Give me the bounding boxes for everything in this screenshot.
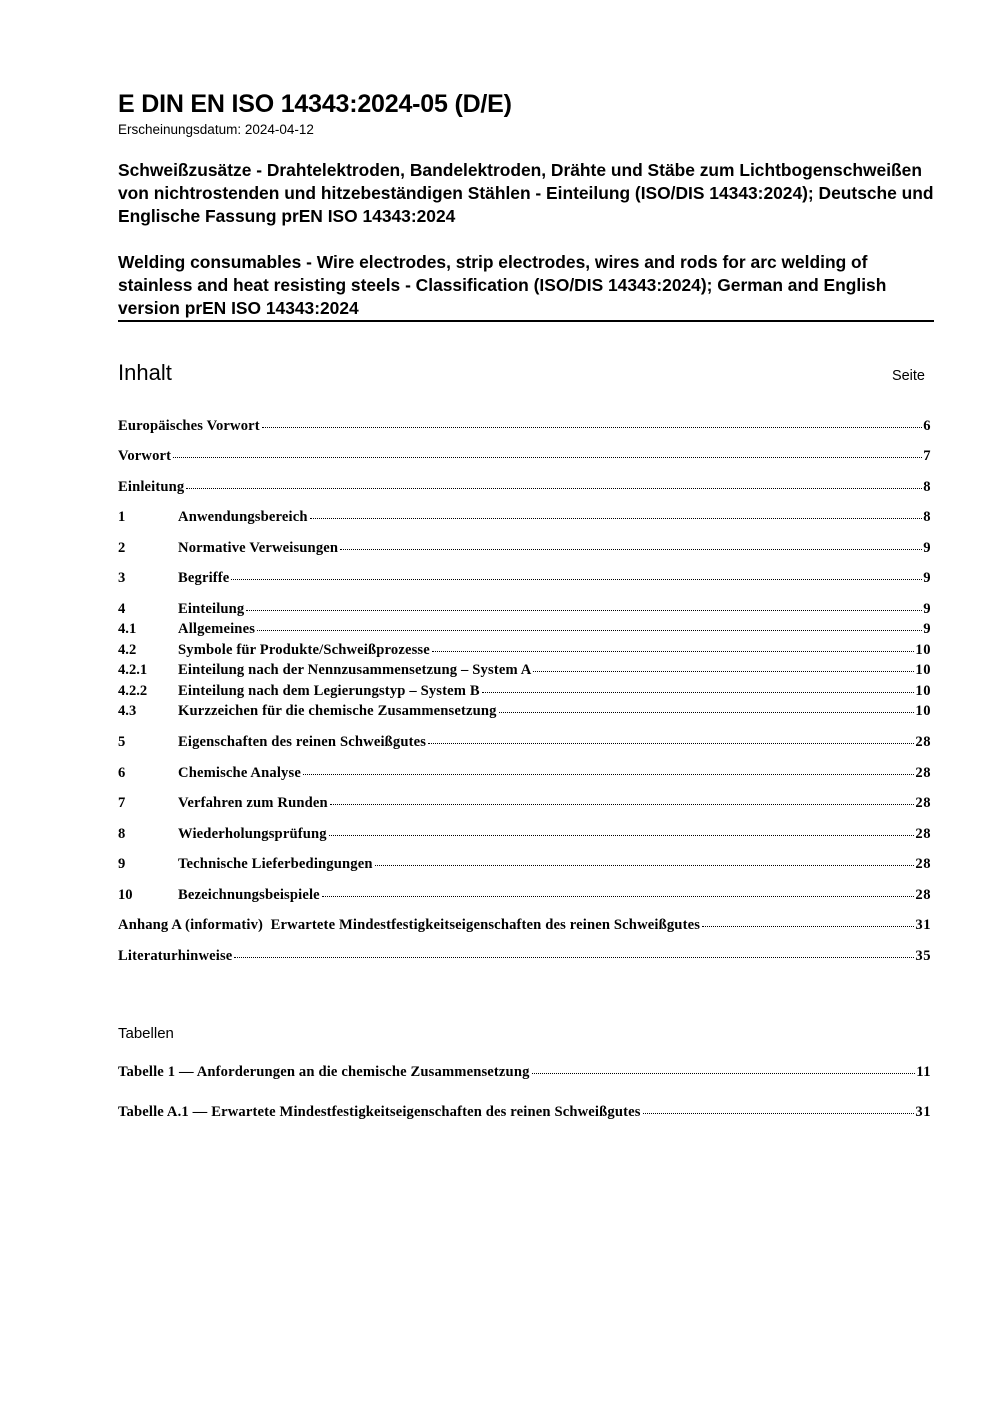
toc-entry-page: 9	[923, 601, 931, 617]
toc-entry-number: 4.1	[118, 621, 137, 637]
table-list-entry[interactable]	[118, 1104, 931, 1124]
toc-entry-page: 28	[915, 795, 931, 811]
toc-leader	[310, 518, 923, 519]
toc-entry-page: 9	[923, 540, 931, 556]
toc-entry-number: 6	[118, 765, 126, 781]
toc-entry-label: Anwendungsbereich	[178, 509, 308, 525]
toc-entry-label: Normative Verweisungen	[178, 540, 339, 556]
toc-entry[interactable]	[118, 826, 931, 846]
toc-entry-label: Chemische Analyse	[178, 765, 301, 781]
toc-entry[interactable]	[118, 570, 931, 590]
toc-entry-label: Einteilung nach der Nennzusammensetzung – System A	[178, 662, 532, 678]
toc-entry-number: 5	[118, 734, 126, 750]
toc-entry-page: 10	[915, 703, 931, 719]
toc-leader	[234, 957, 914, 958]
toc-leader	[322, 896, 915, 897]
toc-entry[interactable]	[118, 683, 931, 703]
toc-leader	[173, 457, 922, 458]
toc-page-label: Seite	[891, 368, 925, 384]
toc-entry-page: 10	[915, 683, 931, 699]
toc-entry-label: Einleitung	[118, 479, 185, 495]
toc-leader	[257, 630, 922, 631]
toc-entry[interactable]	[118, 540, 931, 560]
toc-leader	[340, 549, 922, 550]
title-german: Schweißzusätze - Drahtelektroden, Bandelektroden, Drähte und Stäbe zum Lichtbogenschweißen von nichtrostenden und hitzebeständigen Stählen - Einteilung (ISO/DIS 14343:2024); Deutsche und Englische Fassung prEN ISO 14343:2024	[118, 160, 934, 226]
toc-entry-page: 9	[923, 621, 931, 637]
toc-entry-label: Eigenschaften des reinen Schweißgutes	[178, 734, 427, 750]
toc-heading: Inhalt	[118, 360, 172, 385]
toc-entry-page: 31	[915, 917, 931, 933]
toc-leader	[246, 610, 922, 611]
toc-entry-label: Allgemeines	[178, 621, 256, 637]
toc-entry[interactable]	[118, 479, 931, 499]
toc-entry[interactable]	[118, 621, 931, 641]
toc-leader	[262, 427, 922, 428]
document-id: E DIN EN ISO 14343:2024-05 (D/E)	[118, 90, 512, 118]
toc-entry-number: 10	[118, 887, 133, 903]
toc-entry[interactable]	[118, 662, 931, 682]
toc-entry-number: 4.2.2	[118, 683, 148, 699]
title-english: Welding consumables - Wire electrodes, strip electrodes, wires and rods for arc welding of stainless and heat resisting steels - Classification (ISO/DIS 14343:2024); German and English version prEN ISO 14343:2024	[118, 252, 887, 318]
toc-entry-number: 1	[118, 509, 126, 525]
toc-entry-page: 6	[923, 418, 931, 434]
table-entry-label: Tabelle 1 — Anforderungen an die chemische Zusammensetzung	[118, 1064, 530, 1080]
toc-entry-page: 8	[923, 479, 931, 495]
toc-leader	[303, 774, 914, 775]
toc-leader	[532, 1073, 916, 1074]
toc-entry-label: Literaturhinweise	[118, 948, 233, 964]
toc-entry-label: Europäisches Vorwort	[118, 418, 260, 434]
toc-entry-number: 4.2	[118, 642, 137, 658]
toc-leader	[499, 712, 915, 713]
toc-entry[interactable]	[118, 601, 931, 621]
toc-leader	[432, 651, 915, 652]
table-entry-page: 11	[916, 1064, 931, 1080]
toc-entry[interactable]	[118, 509, 931, 529]
toc-entry-number: 3	[118, 570, 126, 586]
toc-entry[interactable]	[118, 703, 931, 723]
toc-entry-label: Wiederholungsprüfung	[178, 826, 327, 842]
toc-leader	[375, 865, 915, 866]
toc-entry-annex[interactable]	[118, 917, 931, 937]
toc-entry-page: 7	[923, 448, 931, 464]
toc-entry[interactable]	[118, 448, 931, 468]
toc-leader	[329, 835, 915, 836]
toc-entry-number: 2	[118, 540, 126, 556]
toc-entry-number: 4.2.1	[118, 662, 148, 678]
toc-entry-number: 4.3	[118, 703, 137, 719]
toc-entry-number: 8	[118, 826, 126, 842]
toc-entry-label: Symbole für Produkte/Schweißprozesse	[178, 642, 430, 658]
toc-leader	[186, 488, 922, 489]
toc-entry-number: 9	[118, 856, 126, 872]
toc-entry-label: Begriffe	[178, 570, 230, 586]
toc-entry[interactable]	[118, 734, 931, 754]
table-entry-label: Tabelle A.1 — Erwartete Mindestfestigkeitseigenschaften des reinen Schweißgutes	[118, 1104, 641, 1120]
toc-entry-page: 10	[915, 642, 931, 658]
toc-entry[interactable]	[118, 887, 931, 907]
toc-entry-label: Bezeichnungsbeispiele	[178, 887, 320, 903]
toc-leader	[702, 926, 914, 927]
toc-entry-number: 4	[118, 601, 126, 617]
toc-entry-page: 28	[915, 765, 931, 781]
toc-entry[interactable]	[118, 856, 931, 876]
toc-leader	[482, 692, 915, 693]
toc-entry-label: Anhang A (informativ) Erwartete Mindestfestigkeitseigenschaften des reinen Schweißgutes	[118, 917, 701, 933]
toc-entry-label: Kurzzeichen für die chemische Zusammensetzung	[178, 703, 497, 719]
toc-entry-label: Technische Lieferbedingungen	[178, 856, 373, 872]
toc-entry-number: 7	[118, 795, 126, 811]
publication-date: Erscheinungsdatum: 2024-04-12	[118, 122, 314, 137]
toc-entry-page: 8	[923, 509, 931, 525]
toc-leader	[643, 1113, 915, 1114]
toc-entry-page: 10	[915, 662, 931, 678]
toc-entry-page: 35	[915, 948, 931, 964]
toc-entry-page: 9	[923, 570, 931, 586]
toc-entry-page: 28	[915, 856, 931, 872]
toc-leader	[533, 671, 914, 672]
toc-entry[interactable]	[118, 418, 931, 438]
table-list-entry[interactable]	[118, 1064, 931, 1084]
toc-entry-page: 28	[915, 826, 931, 842]
tables-heading: Tabellen	[118, 1025, 174, 1042]
toc-entry-label: Verfahren zum Runden	[178, 795, 328, 811]
toc-entry[interactable]	[118, 795, 931, 815]
toc-entry-label: Vorwort	[118, 448, 172, 464]
toc-leader	[428, 743, 914, 744]
toc-entry-page: 28	[915, 734, 931, 750]
toc-leader	[231, 579, 922, 580]
toc-entry-label: Einteilung	[178, 601, 245, 617]
toc-entry[interactable]	[118, 642, 931, 662]
toc-entry[interactable]	[118, 765, 931, 785]
toc-entry-label: Einteilung nach dem Legierungstyp – System B	[178, 683, 480, 699]
title-divider	[118, 320, 934, 322]
table-entry-page: 31	[915, 1104, 931, 1120]
toc-entry[interactable]	[118, 948, 931, 968]
toc-entry-page: 28	[915, 887, 931, 903]
toc-leader	[330, 804, 915, 805]
